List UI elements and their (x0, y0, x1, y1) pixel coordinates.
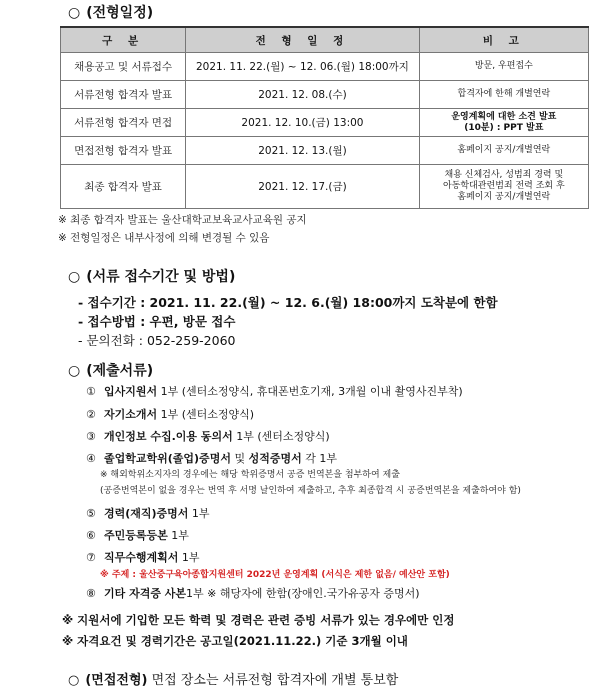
row-date: 2021. 12. 13.(월) (186, 137, 419, 165)
foreign-degree-note: ※ 해외학위소지자의 경우에는 해당 학위증명서 공증 번역본을 첨부하여 제출 (100, 470, 400, 480)
row-note: 홈페이지 공지/개별연락 (419, 137, 588, 165)
schedule-title: (전형일정) (86, 5, 154, 21)
document-item: ⑤ 경력(재직)증명서 1부 (86, 507, 210, 520)
row-category: 서류전형 합격자 발표 (61, 81, 186, 109)
header-schedule: 전 형 일 정 (186, 27, 419, 53)
documents-heading (68, 360, 153, 380)
interview-text: 면접 장소는 서류전형 합격자에 개별 통보함 (147, 673, 399, 688)
row-category: 면접전형 합격자 발표 (61, 137, 186, 165)
document-item: ⑦ 직무수행계획서 1부 (86, 551, 200, 564)
table-header-row (61, 27, 589, 53)
application-heading (68, 266, 235, 286)
qualification-period-note: ※ 자격요건 및 경력기간은 공고일(2021.11.22.) 기준 3개월 이내 (62, 634, 408, 648)
plan-topic-note: ※ 주제 : 울산중구육아종합지원센터 2022년 운영계획 (서식은 제한 없음/ 예산안 포함) (100, 570, 450, 580)
application-method: - 접수방법 : 우편, 방문 접수 (78, 314, 236, 329)
document-item: ② 자기소개서 1부 (센터소정양식) (86, 408, 255, 421)
row-date: 2021. 12. 17.(금) (186, 165, 419, 209)
document-item: ⑥ 주민등록등본 1부 (86, 529, 189, 542)
row-date: 2021. 12. 08.(수) (186, 81, 419, 109)
document-item: ⑧ 기타 자격증 사본1부 ※ 해당자에 한함(장애인.국가유공자 증명서) (86, 587, 420, 600)
row-note: 합격자에 한해 개별연락 (419, 81, 588, 109)
schedule-heading (68, 2, 153, 22)
row-date: 2021. 11. 22.(월) ~ 12. 06.(월) 18:00까지 (186, 53, 419, 81)
row-category: 최종 합격자 발표 (61, 165, 186, 209)
table-row (61, 137, 589, 165)
table-row (61, 81, 589, 109)
application-title: (서류 접수기간 및 방법) (86, 269, 236, 285)
row-category: 서류전형 합격자 면접 (61, 109, 186, 137)
circle-bullet-icon: ○ (68, 269, 81, 285)
schedule-table (60, 26, 589, 209)
interview-title: (면접전형) (85, 673, 148, 688)
header-category: 구 분 (61, 27, 186, 53)
row-category: 채용공고 및 서류접수 (61, 53, 186, 81)
note-final-announcement: ※ 최종 합격자 발표는 울산대학교보육교사교육원 공지 (58, 214, 307, 226)
document-item: ④ 졸업학교학위(졸업)증명서 및 성적증명서 각 1부 (86, 452, 337, 465)
document-item: ① 입사지원서 1부 (센터소정양식, 휴대폰번호기재, 3개월 이내 촬영사진부착) (86, 385, 463, 398)
documents-title: (제출서류) (86, 363, 154, 379)
header-remarks: 비 고 (419, 27, 588, 53)
translation-note: (공증번역본이 없을 경우는 번역 후 서명 날인하여 제출하고, 추후 최종합격 시 공증번역본을 제출하여야 함) (100, 486, 521, 496)
application-phone: - 문의전화 : 052-259-2060 (78, 333, 236, 348)
row-note: 채용 신체검사, 성범죄 경력 및 아동학대관련범죄 전력 조회 후 홈페이지 공지/개별연락 (419, 165, 588, 209)
row-note: 방문, 우편접수 (419, 53, 588, 81)
note-schedule-change: ※ 전형일정은 내부사정에 의해 변경될 수 있음 (58, 232, 270, 244)
row-date: 2021. 12. 10.(금) 13:00 (186, 109, 419, 137)
application-period: - 접수기간 : 2021. 11. 22.(월) ~ 12. 6.(월) 18:00까지 도착분에 한함 (78, 295, 498, 310)
table-row (61, 109, 589, 137)
circle-bullet-icon: ○ (68, 363, 81, 379)
interview-heading (68, 669, 398, 688)
credential-proof-note: ※ 지원서에 기입한 모든 학력 및 경력은 관련 증빙 서류가 있는 경우에만 인정 (62, 613, 455, 627)
circle-bullet-icon: ○ (68, 5, 81, 21)
document-item: ③ 개인정보 수집.이용 동의서 1부 (센터소정양식) (86, 430, 330, 443)
circle-bullet-icon: ○ (68, 673, 80, 688)
row-note: 운영계획에 대한 소견 발표 (10분) : PPT 발표 (419, 109, 588, 137)
table-row (61, 53, 589, 81)
table-row (61, 165, 589, 209)
